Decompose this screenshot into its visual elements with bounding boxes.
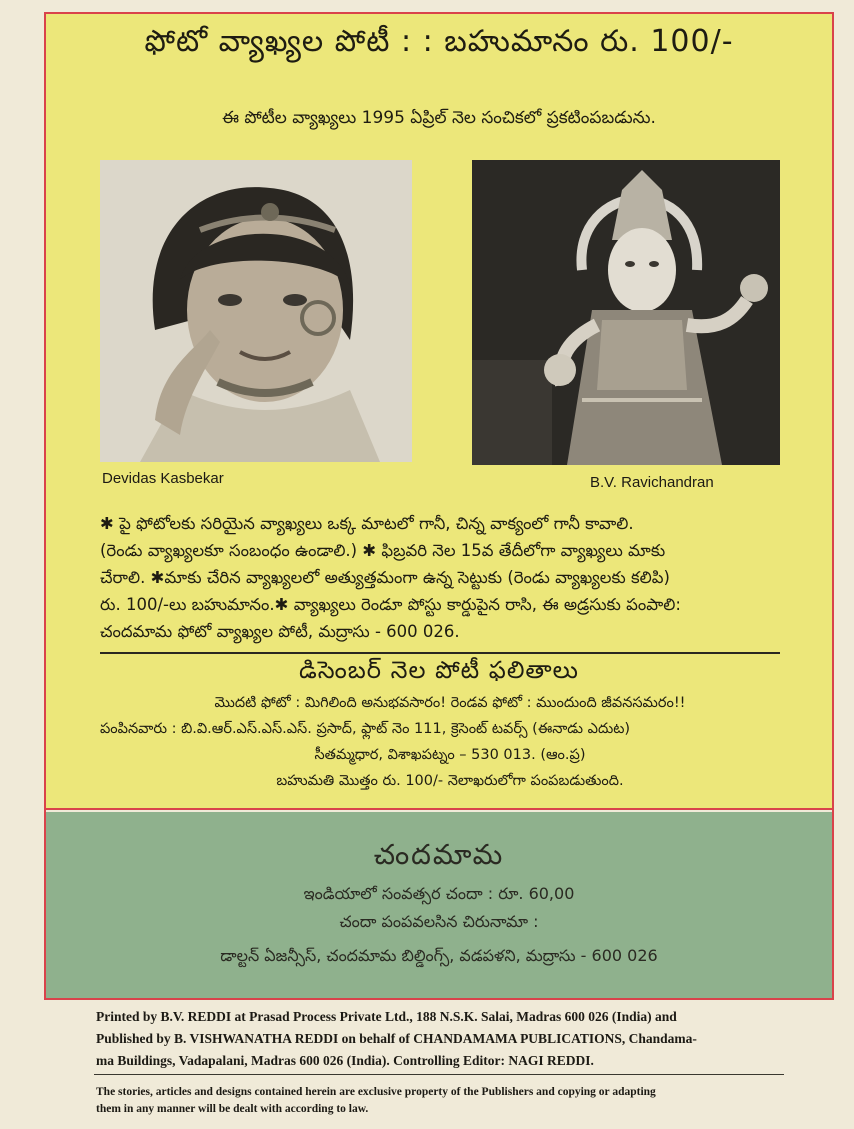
- frame-right-border: [832, 12, 834, 1000]
- rules-line: చందమామ ఫోటో వ్యాఖ్యల పోటీ, మద్రాసు - 600 026.: [100, 622, 460, 641]
- imprint-line: Printed by B.V. REDDI at Prasad Process Private Ltd., 188 N.S.K. Salai, Madras 600 026 (India) and: [96, 1009, 677, 1024]
- results-line: పంపినవారు : బి.వి.ఆర్.ఎస్.ఎస్.ఎస్. ప్రసాద్, ఫ్లాట్ నెం 111, క్రెసెంట్ టవర్స్ (ఈనాడు ఎదుట): [100, 721, 631, 737]
- results-title: డిసెంబర్ నెల పోటీ ఫలితాలు: [299, 656, 579, 684]
- rules-line: ✱ పై ఫోటోలకు సరియైన వ్యాఖ్యలు ఒక్క మాటలో గానీ, చిన్న వాక్యంలో గానీ కావాలి.: [100, 514, 634, 533]
- imprint-block: [96, 1006, 796, 1072]
- results-block: [100, 690, 800, 794]
- section-divider: [100, 652, 780, 654]
- imprint-line: ma Buildings, Vadapalani, Madras 600 026 (India). Controlling Editor: NAGI REDDI.: [96, 1053, 594, 1068]
- rules-line: (రెండు వ్యాఖ్యలకూ సంబంధం ఉండాలి.) ✱ ఫిబ్రవరి నెల 15వ తేదీలోగా వ్యాఖ్యలు మాకు: [100, 541, 666, 560]
- photo-statue: [472, 160, 780, 465]
- contest-subtitle: ఈ పోటీల వ్యాఖ్యలు 1995 ఏప్రిల్ నెల సంచికలో ప్రకటింపబడును.: [222, 108, 656, 128]
- notice-line: The stories, articles and designs contained herein are exclusive property of the Publishers and copying or adapting: [96, 1086, 656, 1098]
- subscription-line: చందా పంపవలసిన చిరునామా :: [339, 912, 539, 931]
- photo-girl-drawing: [100, 160, 412, 462]
- frame-divider: [44, 808, 834, 810]
- imprint-line: Published by B. VISHWANATHA REDDI on behalf of CHANDAMAMA PUBLICATIONS, Chandama-: [96, 1031, 697, 1046]
- subscription-line: ఇండియాలో సంవత్సర చందా : రూ. 60,00: [303, 884, 575, 903]
- photo-statue-drawing: [472, 160, 780, 465]
- copyright-notice: [96, 1084, 786, 1118]
- magazine-name: చందమామ: [373, 838, 505, 871]
- subscription-line: డాల్టన్ ఏజన్సీస్, చందమామ బిల్డింగ్స్, వడపళని, మద్రాసు - 600 026: [220, 946, 658, 965]
- photo-girl: [100, 160, 412, 462]
- footer-divider: [94, 1074, 784, 1075]
- rules-line: చేరాలి. ✱మాకు చేరిన వ్యాఖ్యలలో అత్యుత్తమంగా ఉన్న సెట్టుకు (రెండు వ్యాఖ్యలకు కలిపి): [100, 568, 670, 587]
- contest-title: ఫోటో వ్యాఖ్యల పోటీ : : బహుమానం రు. 100/-: [144, 24, 734, 59]
- photo-right-caption: B.V. Ravichandran: [590, 474, 714, 491]
- notice-line: them in any manner will be dealt with according to law.: [96, 1103, 369, 1115]
- results-line: సీతమ్మధార, విశాఖపట్నం – 530 013. (ఆం.ప్ర): [314, 747, 586, 763]
- contest-rules: [100, 510, 790, 645]
- results-line: మొదటి ఫోటో : మిగిలింది అనుభవసారం! రెండవ ఫోటో : ముందుంది జీవనసమరం!!: [214, 695, 686, 711]
- results-line: బహుమతి మొత్తం రు. 100/- నెలాఖరులోగా పంపబడుతుంది.: [276, 773, 624, 789]
- subscription-info: [46, 880, 832, 970]
- photo-left-caption: Devidas Kasbekar: [102, 470, 224, 487]
- rules-line: రు. 100/-లు బహుమానం.✱ వ్యాఖ్యలు రెండూ పోస్టు కార్డుపైన రాసి, ఈ అడ్రసుకు పంపాలి:: [100, 595, 681, 614]
- frame-bottom-border: [44, 998, 834, 1000]
- frame-top-border: [44, 12, 834, 14]
